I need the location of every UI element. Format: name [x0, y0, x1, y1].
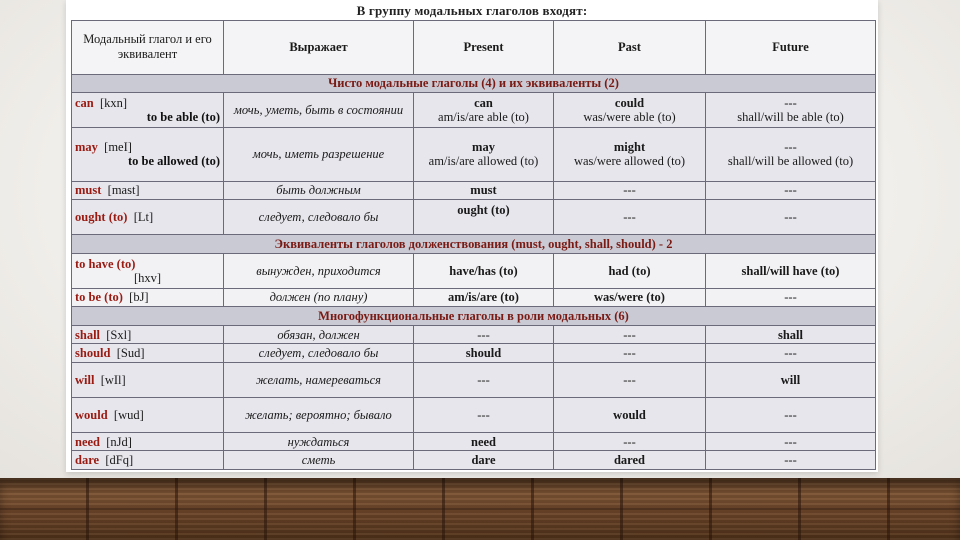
verb-transcription: [dFq] [105, 453, 134, 468]
past-cell: --- [554, 432, 706, 451]
slide-caption: В группу модальных глаголов входят: [356, 3, 588, 18]
table-row [72, 288, 876, 307]
header-row [72, 21, 876, 75]
past-cell [554, 128, 706, 182]
verb-transcription: [kxn] [100, 96, 128, 111]
verb-word: ought (to) [75, 210, 128, 225]
verb-cell [72, 128, 224, 182]
section-obligation: Эквиваленты глаголов долженствования (must, ought, shall, should) - 2 [72, 235, 876, 254]
table-row [72, 181, 876, 200]
verb-cell [72, 362, 224, 397]
present-cell: should [414, 344, 554, 363]
future-cell: --- [706, 432, 876, 451]
meaning-cell: быть должным [224, 181, 414, 200]
section-row [72, 235, 876, 254]
verb-cell [72, 288, 224, 307]
present-cell: --- [414, 397, 554, 432]
past-cell: dared [554, 451, 706, 470]
present-modal: may [472, 140, 495, 155]
future-cell [706, 128, 876, 182]
section-row [72, 307, 876, 326]
verb-word: would [75, 407, 108, 422]
meaning-cell: нуждаться [224, 432, 414, 451]
meaning-cell: сметь [224, 451, 414, 470]
past-cell: had (to) [554, 253, 706, 288]
verb-equivalent: to be allowed (to) [128, 154, 220, 169]
meaning-cell: обязан, должен [224, 325, 414, 344]
meaning-cell: должен (по плану) [224, 288, 414, 307]
slide [66, 0, 878, 472]
table-row [72, 451, 876, 470]
verb-cell [72, 432, 224, 451]
present-cell: must [414, 181, 554, 200]
future-equivalent: shall/will be allowed (to) [727, 154, 854, 169]
future-cell: --- [706, 181, 876, 200]
verb-cell [72, 397, 224, 432]
past-cell: --- [554, 200, 706, 235]
verb-word: need [75, 434, 100, 449]
verb-transcription: [mast] [107, 183, 140, 198]
meaning-cell: мочь, уметь, быть в состоянии [224, 93, 414, 128]
verb-word: will [75, 372, 95, 387]
present-cell: ought (to) [414, 200, 554, 235]
verb-word: shall [75, 327, 101, 342]
table-row [72, 432, 876, 451]
floor-plank-line [0, 508, 960, 510]
verb-word: can [75, 96, 94, 111]
header-meaning: Выражает [224, 21, 414, 75]
header-verb: Модальный глагол и его эквивалент [72, 21, 224, 75]
meaning-cell: желать; вероятно; бывало [224, 397, 414, 432]
future-cell [706, 93, 876, 128]
verb-word: may [75, 140, 98, 155]
verb-word: to be (to) [75, 290, 123, 305]
past-cell: was/were (to) [554, 288, 706, 307]
present-equivalent: am/is/are able (to) [438, 110, 529, 125]
section-pure: Чисто модальные глаголы (4) и их эквиваленты (2) [72, 74, 876, 93]
table-row [72, 325, 876, 344]
past-cell: --- [554, 344, 706, 363]
future-equivalent: shall/will be able (to) [737, 110, 844, 125]
past-equivalent: was/were allowed (to) [573, 154, 686, 169]
header-present: Present [414, 21, 554, 75]
verb-word: must [75, 183, 102, 198]
verb-word: should [75, 346, 111, 361]
past-cell: --- [554, 325, 706, 344]
verb-cell [72, 253, 224, 288]
verb-cell [72, 451, 224, 470]
verb-cell [72, 181, 224, 200]
future-cell: --- [706, 344, 876, 363]
present-cell: --- [414, 362, 554, 397]
meaning-cell: вынужден, приходится [224, 253, 414, 288]
past-modal: could [614, 96, 645, 111]
table-row [72, 200, 876, 235]
present-cell: dare [414, 451, 554, 470]
verb-cell [72, 200, 224, 235]
future-cell: shall [706, 325, 876, 344]
future-modal: --- [784, 96, 797, 111]
verb-cell [72, 325, 224, 344]
present-cell: have/has (to) [414, 253, 554, 288]
past-cell [554, 93, 706, 128]
future-modal: --- [784, 140, 797, 155]
present-cell [414, 128, 554, 182]
verb-transcription: [bJ] [129, 290, 149, 305]
table-row [72, 253, 876, 288]
past-equivalent: was/were able (to) [583, 110, 676, 125]
verb-transcription: [meI] [104, 140, 132, 155]
table-row [72, 93, 876, 128]
present-equivalent: am/is/are allowed (to) [428, 154, 539, 169]
past-cell: --- [554, 181, 706, 200]
meaning-cell: мочь, иметь разрешение [224, 128, 414, 182]
section-multi: Многофункциональные глаголы в роли модальных (6) [72, 307, 876, 326]
meaning-cell: желать, намереваться [224, 362, 414, 397]
verb-transcription: [wIl] [100, 372, 126, 387]
past-cell: would [554, 397, 706, 432]
verb-transcription: [Sud] [116, 346, 145, 361]
future-cell: --- [706, 200, 876, 235]
meaning-cell: следует, следовало бы [224, 344, 414, 363]
verb-cell [72, 93, 224, 128]
header-past: Past [554, 21, 706, 75]
present-cell: need [414, 432, 554, 451]
verb-word: to have (to) [75, 256, 136, 271]
table-row [72, 344, 876, 363]
present-cell [414, 93, 554, 128]
future-cell: --- [706, 451, 876, 470]
verb-transcription: [nJd] [106, 434, 132, 449]
verb-transcription: [Lt] [133, 210, 154, 225]
future-cell: --- [706, 288, 876, 307]
table-row [72, 362, 876, 397]
past-cell: --- [554, 362, 706, 397]
verb-equivalent: to be able (to) [146, 110, 220, 125]
future-cell: --- [706, 397, 876, 432]
table-row [72, 397, 876, 432]
future-cell: will [706, 362, 876, 397]
wooden-floor [0, 478, 960, 540]
past-modal: might [613, 140, 646, 155]
meaning-cell: следует, следовало бы [224, 200, 414, 235]
table-row [72, 128, 876, 182]
present-cell: am/is/are (to) [414, 288, 554, 307]
verb-cell [72, 344, 224, 363]
present-cell: --- [414, 325, 554, 344]
verb-transcription: [hxv] [133, 270, 162, 285]
present-modal: can [474, 96, 493, 111]
verb-word: dare [75, 453, 100, 468]
modal-verbs-table [71, 20, 876, 470]
header-future: Future [706, 21, 876, 75]
verb-transcription: [wud] [113, 407, 144, 422]
section-row [72, 74, 876, 93]
future-cell: shall/will have (to) [706, 253, 876, 288]
verb-transcription: [Sxl] [106, 327, 132, 342]
